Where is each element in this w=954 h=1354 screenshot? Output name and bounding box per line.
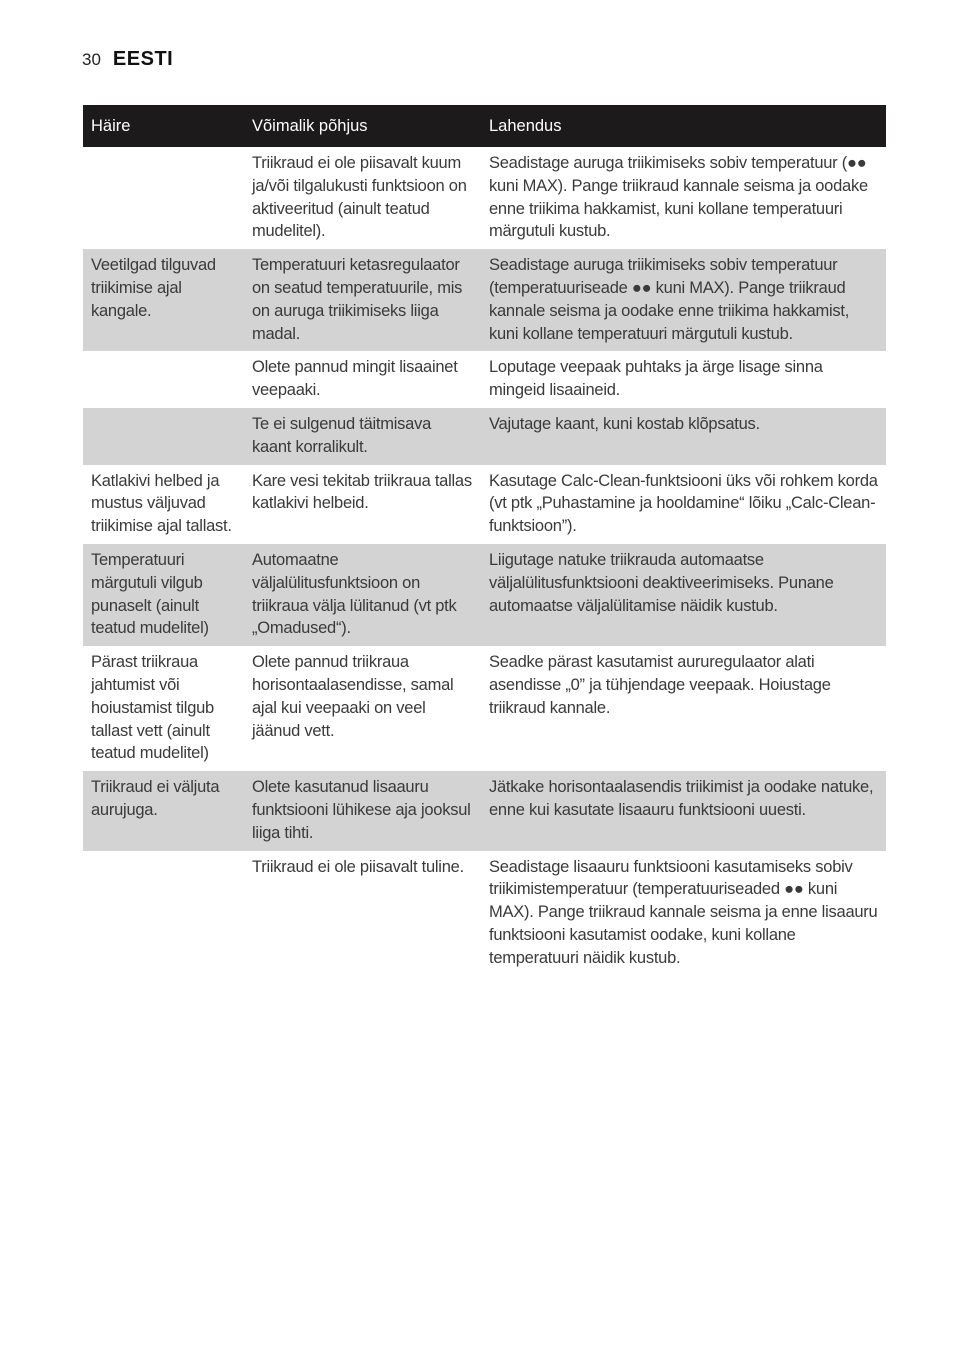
solution-cell: Vajutage kaant, kuni kostab klõpsatus. xyxy=(481,408,886,465)
cause-cell: Olete kasutanud lisaauru funktsiooni lühikese aja jooksul liiga tihti. xyxy=(244,771,481,850)
table-row xyxy=(83,646,886,771)
problem-cell: Pärast triikraua jahtumist või hoiustamist tilgub tallast vett (ainult teatud mudelitel) xyxy=(91,653,214,763)
cause-cell: Olete pannud triikraua horisontaalasendisse, samal ajal kui veepaaki on veel jäänud vett. xyxy=(252,653,454,740)
problem-cell xyxy=(83,351,244,408)
solution-cell: Seadke pärast kasutamist aururegulaator alati asendisse „0” ja tühjendage veepaak. Hoiustage triikraud kannale. xyxy=(489,653,831,717)
table-row xyxy=(83,771,886,850)
table-row xyxy=(83,408,886,465)
column-header-cause: Võimalik põhjus xyxy=(244,105,481,147)
table-row xyxy=(83,851,886,976)
cause-cell: Olete pannud mingit lisaainet veepaaki. xyxy=(252,358,458,400)
table-row xyxy=(83,351,886,408)
cause-cell: Triikraud ei ole piisavalt kuum ja/või tilgalukusti funktsioon on aktiveeritud (ainult teatud mudelitel). xyxy=(252,154,467,241)
solution-cell: Jätkake horisontaalasendis triikimist ja oodake natuke, enne kui kasutate lisaauru funktsiooni uuesti. xyxy=(481,771,886,850)
solution-cell: Seadistage auruga triikimiseks sobiv temperatuur (●● kuni MAX). Pange triikraud kannale seisma ja oodake enne triikima hakkamist, kuni kollane temperatuuri märgutuli kustub. xyxy=(489,154,868,241)
column-header-problem: Häire xyxy=(83,105,244,147)
problem-cell: Temperatuuri märgutuli vilgub punaselt (ainult teatud mudelitel) xyxy=(83,544,244,646)
table-row xyxy=(83,465,886,544)
solution-cell: Kasutage Calc-Clean-funktsiooni üks või rohkem korda (vt ptk „Puhastamine ja hooldamine“ lõiku „Calc-Clean-funktsioon”). xyxy=(489,471,878,536)
solution-cell: Liigutage natuke triikrauda automaatse väljalülitusfunktsiooni deaktiveerimiseks. Punane automaatse väljalülitamise näidik kustub. xyxy=(481,544,886,646)
table-row xyxy=(83,249,886,351)
page-header xyxy=(82,48,173,74)
cause-cell: Te ei sulgenud täitmisava kaant korralikult. xyxy=(244,408,481,465)
problem-cell xyxy=(83,851,244,976)
cause-cell: Kare vesi tekitab triikraua tallas katlakivi helbeid. xyxy=(252,471,472,513)
solution-cell: Loputage veepaak puhtaks ja ärge lisage sinna mingeid lisaaineid. xyxy=(489,358,823,400)
page-language-title: EESTI xyxy=(112,48,174,70)
troubleshooting-table xyxy=(83,105,886,976)
cause-cell: Temperatuuri ketasregulaator on seatud temperatuurile, mis on auruga triikimiseks liiga madal. xyxy=(244,249,481,351)
cause-cell: Automaatne väljalülitusfunktsioon on triikraua välja lülitanud (vt ptk „Omadused“). xyxy=(244,544,481,646)
problem-cell: Veetilgad tilguvad triikimise ajal kangale. xyxy=(83,249,244,351)
problem-cell xyxy=(83,408,244,465)
table-row xyxy=(83,147,886,249)
problem-cell: Triikraud ei väljuta aurujuga. xyxy=(83,771,244,850)
column-header-solution: Lahendus xyxy=(481,105,886,147)
solution-cell: Seadistage lisaauru funktsiooni kasutamiseks sobiv triikimistemperatuur (temperatuuriseaded ●● kuni MAX). Pange triikraud kannale seisma ja enne lisaauru funktsiooni kasutamist oodake, kuni kollane temperatuuri näidik kustub. xyxy=(489,857,878,967)
solution-cell: Seadistage auruga triikimiseks sobiv temperatuur (temperatuuriseade ●● kuni MAX). Pange triikraud kannale seisma ja oodake enne triikima hakkamist, kuni kollane temperatuuri märgutuli kustub. xyxy=(481,249,886,351)
table-header-row xyxy=(83,105,886,147)
table-row xyxy=(83,544,886,646)
problem-cell: Katlakivi helbed ja mustus väljuvad triikimise ajal tallast. xyxy=(91,471,232,536)
cause-cell: Triikraud ei ole piisavalt tuline. xyxy=(252,857,464,876)
page-number: 30 xyxy=(82,50,101,69)
problem-cell xyxy=(83,147,244,249)
